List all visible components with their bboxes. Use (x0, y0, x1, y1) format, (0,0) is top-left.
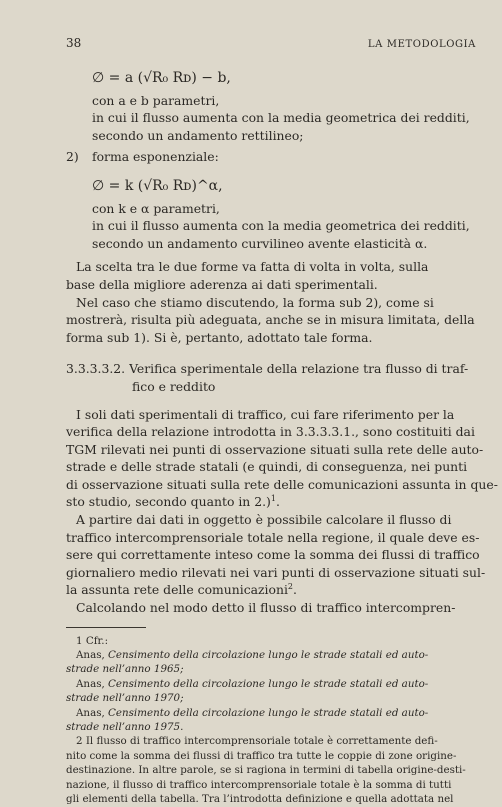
footnotes (66, 634, 481, 807)
footnote-mark-1: 1 (270, 494, 276, 504)
text-line: strade e delle strade statali (e quindi, di conseguenza, nei punti (66, 459, 468, 475)
footnote-reference-cont: strade nell’anno 1975. (66, 721, 184, 734)
text-line: la assunta rete delle comunicazioni (66, 582, 288, 598)
page-number: 38 (66, 36, 82, 50)
text-line: Calcolando nel modo detto il flusso di traffico intercompren- (76, 600, 456, 616)
footnote-2-line: nazione, il flusso di traffico intercomprensoriale totale è la somma di tutti (66, 778, 452, 791)
text-line: secondo un andamento curvilineo avente elasticità α. (92, 235, 428, 251)
footnote-1-label: 1 Cfr.: (76, 634, 109, 647)
formula-exponential: ∅ = k (√R₀ Rᴅ)^α, (92, 177, 223, 194)
text-line: secondo un andamento rettilineo; (92, 127, 304, 143)
section-title-line-1: Verifica sperimentale della relazione tra flusso di traf- (129, 361, 469, 377)
paragraph (66, 294, 481, 347)
text-line: Nel caso che stiamo discutendo, la forma sub 2), come si (76, 294, 434, 310)
footnote-2-line: nito come la somma dei flussi di traffico tra tutte le coppie di zone origine- (66, 749, 457, 762)
text-line: base della migliore aderenza ai dati sperimentali. (66, 276, 378, 292)
text-line: sere qui correttamente inteso come la somma dei flussi di traffico (66, 547, 480, 563)
text-line: A partire dai dati in oggetto è possibile calcolare il flusso di (76, 512, 452, 528)
text-line: di osservazione situati sulla rete delle comunicazioni assunta in que- (66, 476, 498, 492)
footnote-reference-cont: strade nell’anno 1970; (66, 692, 184, 705)
text-line: traffico intercomprensoriale totale nella regione, il quale deve es- (66, 529, 480, 545)
running-title: LA METODOLOGIA (367, 39, 476, 50)
footnote-2-line: destinazione. In altre parole, se si ragiona in termini di tabella origine-desti- (66, 764, 466, 777)
item-1-description (66, 92, 481, 145)
text-line: sto studio, secondo quanto in 2.) (66, 494, 271, 510)
section-title-line-2: fico e reddito (132, 378, 216, 394)
formula-linear: ∅ = a (√R₀ Rᴅ) − b, (92, 70, 231, 86)
running-header (66, 36, 476, 50)
text-line: in cui il flusso aumenta con la media geometrica dei redditi, (92, 218, 470, 234)
item-2-label: 2) (66, 149, 79, 165)
text-line: forma sub 1). Si è, pertanto, adottato tale forma. (66, 329, 373, 345)
text-line: mostrerà, risulta più adeguata, anche se in misura limitata, della (66, 312, 475, 328)
text-line: TGM rilevati nei punti di osservazione situati sulla rete delle auto- (66, 441, 484, 457)
footnote-mark-2: 2 (287, 582, 294, 592)
footnote-reference-cont: strade nell’anno 1965; (66, 663, 184, 676)
item-2-title: forma esponenziale: (92, 149, 219, 165)
footnote-2-line: 2 Il flusso di traffico intercomprensoriale totale è correttamente defi- (76, 735, 438, 748)
footnote-reference: Anas, Censimento della circolazione lungo le strade statali ed auto- (76, 677, 429, 690)
text-line: La scelta tra le due forme va fatta di volta in volta, sulla (76, 259, 429, 275)
paragraph: I soli dati sperimentali di traffico, cui fare riferimento per la verifica della relazione introdotta in 3.3.3.3.1., sono costituiti dai TGM rilevati nei punti di osservazione situati sulla rete delle auto- strade e delle strade statali (e quindi, di conseguenza, nei punti di osservazione situati sulla rete delle comunicazioni assunta in que- sto studio, secondo quanto in 2.)$^1$. (66, 406, 498, 510)
item-2-description (66, 200, 481, 253)
footnote-2-line: gli elementi della tabella. Tra l’introdotta definizione e quella adottata nel (66, 793, 454, 806)
footnote-reference: Anas, Censimento della circolazione lungo le strade statali ed auto- (76, 649, 429, 662)
footnote-reference: Anas, Censimento della circolazione lungo le strade statali ed auto- (76, 706, 429, 719)
text-line: in cui il flusso aumenta con la media geometrica dei redditi, (92, 110, 470, 126)
section-number: 3.3.3.3.2. (66, 361, 126, 377)
paragraph (66, 258, 481, 293)
text-line: verifica della relazione introdotta in 3.3.3.3.1., sono costituiti dai (66, 424, 475, 440)
section-heading (66, 360, 481, 395)
footnote-divider (66, 627, 146, 628)
text-line: con a e b parametri, (92, 92, 220, 108)
paragraph: A partire dai dati in oggetto è possibile calcolare il flusso di traffico intercomprensoriale totale nella regione, il quale deve es- sere qui correttamente inteso come la somma dei flussi di traffico giornaliero medio rilevati nei vari punti di osservazione situati sul- la assunta rete delle comunicazioni$^2$. (66, 512, 486, 598)
text-line: giornaliero medio rilevati nei vari punti di osservazione situati sul- (66, 564, 486, 580)
text-line: I soli dati sperimentali di traffico, cui fare riferimento per la (76, 406, 455, 422)
item-2 (66, 148, 481, 166)
text-line: con k e α parametri, (92, 200, 220, 216)
page-body (66, 64, 498, 807)
